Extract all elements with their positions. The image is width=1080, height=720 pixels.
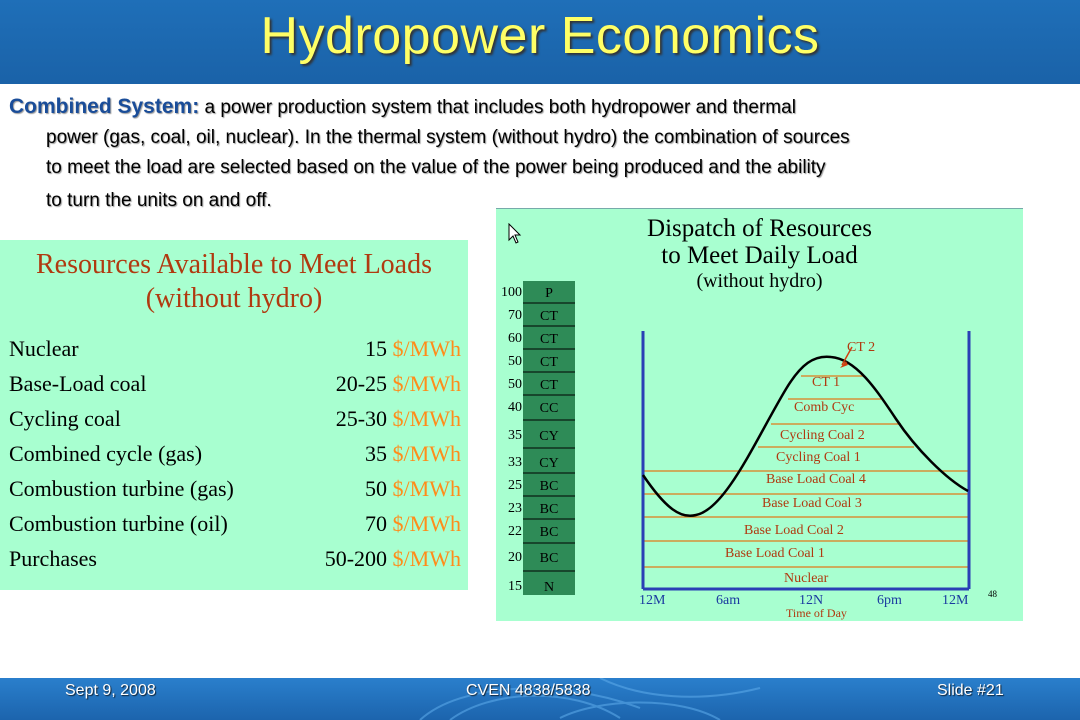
stack-code: CT [540, 378, 558, 393]
price-unit: $/MWh [392, 371, 461, 396]
stack-value: 33 [508, 455, 522, 470]
x-tick: 6pm [877, 593, 902, 608]
dispatch-title-line-2: to Meet Daily Load [661, 242, 858, 269]
price-value: 20-25 [335, 371, 388, 396]
stack-value: 23 [508, 501, 522, 516]
price-unit: $/MWh [392, 406, 461, 431]
resource-price [325, 546, 461, 572]
slide-title: Hydropower Economics [260, 7, 820, 65]
resource-price [336, 371, 461, 397]
resource-row [9, 546, 461, 578]
price-unit: $/MWh [392, 336, 461, 361]
resource-row [9, 476, 461, 508]
stack-value: 100 [501, 285, 522, 300]
stack-separators [523, 303, 575, 571]
resource-row [9, 371, 461, 403]
price-unit: $/MWh [392, 441, 461, 466]
resource-name: Purchases [9, 546, 97, 571]
stack-value: 50 [508, 354, 522, 369]
resource-row [9, 336, 461, 368]
price-unit: $/MWh [392, 546, 461, 571]
resources-title-line-2: (without hydro) [145, 283, 323, 314]
footer-course: CVEN 4838/5838 [466, 682, 591, 699]
resource-name: Combined cycle (gas) [9, 441, 203, 466]
resource-name: Cycling coal [9, 406, 121, 431]
resources-title-line-1: Resources Available to Meet Loads [35, 249, 433, 280]
band-label: Cycling Coal 1 [776, 450, 861, 465]
stack-code: CY [539, 456, 559, 471]
intro-line-1: a power production system that includes both hydropower and thermal [199, 97, 796, 118]
stack-code: BC [539, 502, 559, 517]
resource-row [9, 441, 461, 473]
x-tick: 6am [716, 593, 741, 608]
resource-price [365, 336, 461, 362]
dispatch-title-line-1: Dispatch of Resources [647, 215, 872, 242]
resource-name: Base-Load coal [9, 371, 147, 396]
stack-value: 40 [508, 400, 522, 415]
price-value: 35 [365, 441, 388, 466]
price-value: 70 [365, 511, 388, 536]
band-label: Base Load Coal 1 [725, 546, 825, 561]
stack-value: 60 [508, 331, 522, 346]
stack-value: 25 [508, 478, 522, 493]
intro-line-3: to meet the load are selected based on the value of the power being produced and the ability [46, 157, 826, 178]
stack-code: CT [540, 309, 558, 324]
resource-price [365, 511, 461, 537]
intro-lead: Combined System: [9, 95, 200, 118]
resource-name: Combustion turbine (oil) [9, 511, 228, 536]
resource-price [336, 406, 461, 432]
band-label: CT 2 [847, 340, 876, 355]
x-tick: 12N [799, 593, 824, 608]
stack-code: CC [539, 401, 559, 416]
stack-code: CT [540, 355, 558, 370]
resource-name: Nuclear [9, 336, 79, 361]
x-tick: 12M [942, 593, 969, 608]
band-label: Comb Cyc [794, 400, 855, 415]
dispatch-title-line-3: (without hydro) [696, 270, 823, 292]
stack-value: 20 [508, 550, 522, 565]
band-label: CT 1 [812, 375, 841, 390]
stack-code: CY [539, 429, 559, 444]
stack-value: 15 [508, 579, 522, 594]
x-tick: 12M [639, 593, 666, 608]
band-label: Base Load Coal 2 [744, 523, 844, 538]
stack-code: CT [540, 332, 558, 347]
resources-panel [0, 240, 468, 590]
stack-value: 35 [508, 428, 522, 443]
dispatch-diagram [496, 208, 1023, 621]
band-label: Base Load Coal 3 [762, 496, 862, 511]
stack-code: N [543, 580, 555, 595]
stack-code: BC [539, 479, 559, 494]
price-value: 15 [365, 336, 388, 361]
resource-name: Combustion turbine (gas) [9, 476, 234, 501]
price-value: 25-30 [335, 406, 388, 431]
footer-date: Sept 9, 2008 [65, 682, 156, 699]
x-axis-label: Time of Day [786, 606, 847, 620]
resource-row [9, 511, 461, 543]
stack-code: P [545, 286, 553, 301]
price-unit: $/MWh [392, 511, 461, 536]
stack-code: BC [539, 525, 559, 540]
price-value: 50-200 [324, 546, 388, 571]
stack-value: 50 [508, 377, 522, 392]
intro-line-2: power (gas, coal, oil, nuclear). In the thermal system (without hydro) the combination of sources [46, 127, 850, 148]
resources-title [0, 248, 468, 316]
band-label: Nuclear [784, 571, 829, 586]
stack-code: BC [539, 551, 559, 566]
footer-slide-number: Slide #21 [937, 682, 1004, 699]
price-unit: $/MWh [392, 476, 461, 501]
band-label: Cycling Coal 2 [780, 428, 865, 443]
price-value: 50 [365, 476, 388, 501]
resource-row [9, 406, 461, 438]
band-label: Base Load Coal 4 [766, 472, 866, 487]
page-number: 48 [988, 589, 997, 599]
stack-value: 22 [508, 524, 522, 539]
stack-value: 70 [508, 308, 522, 323]
intro-paragraph [9, 92, 1069, 216]
resource-price [365, 441, 461, 467]
resource-price [365, 476, 461, 502]
intro-line-4: to turn the units on and off. [46, 190, 272, 211]
